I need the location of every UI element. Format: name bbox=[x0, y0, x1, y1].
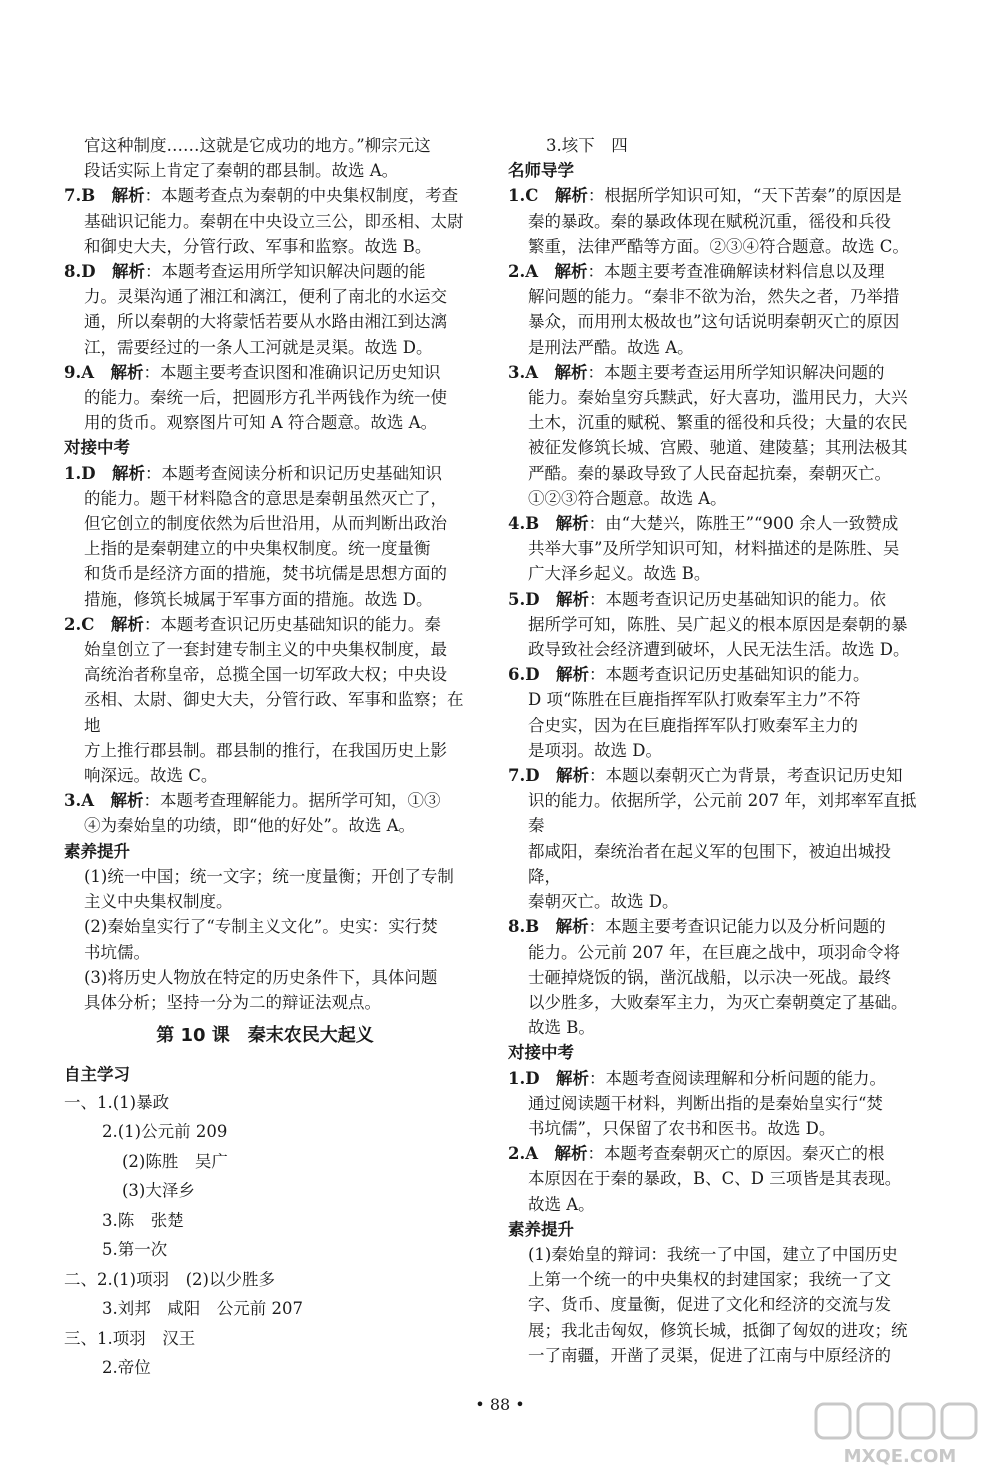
text-line: 书坑儒。 bbox=[84, 942, 150, 962]
analysis-text: ：本题主要考查准确解读材料信息以及理 bbox=[587, 262, 885, 282]
analysis-line: 共举大事”及所学知识可知，材料描述的是陈胜、吴 bbox=[528, 539, 900, 559]
analysis-label: 解析 bbox=[110, 614, 144, 634]
answer-line: 3.陈 张楚 bbox=[102, 1210, 184, 1230]
answer-line: (2)陈胜 吴广 bbox=[122, 1151, 228, 1171]
analysis-line: 是项羽。故选 D。 bbox=[528, 740, 662, 760]
section-heading: 对接中考 bbox=[508, 1043, 574, 1063]
analysis-line: 方上推行郡县制。郡县制的推行，在我国历史上影 bbox=[84, 740, 447, 760]
answer-item bbox=[508, 587, 918, 612]
text-line: 官这种制度……这就是它成功的地方。”柳宗元这 bbox=[84, 136, 431, 155]
answer-number: 1.D bbox=[508, 1068, 540, 1088]
analysis-line: 丞相、太尉、御史大夫，分管行政、军事和监察；在地 bbox=[84, 690, 464, 735]
analysis-line: 始皇创立了一套封建专制主义的中央集权制度，最 bbox=[84, 640, 447, 660]
analysis-line: ④为秦始皇的功绩，即“他的好处”。故选 A。 bbox=[84, 816, 416, 836]
analysis-label: 解析 bbox=[112, 262, 146, 282]
answer-number: 1.D bbox=[64, 463, 96, 483]
analysis-label: 解析 bbox=[555, 514, 589, 534]
analysis-line: 广大泽乡起义。故选 B。 bbox=[528, 564, 711, 584]
analysis-line: 政导致社会经济遭到破坏，人民无法生活。故选 D。 bbox=[528, 640, 910, 660]
answer-number: 8.D bbox=[64, 262, 96, 282]
answer-number: 2.C bbox=[64, 614, 95, 634]
analysis-line: 的能力。题干材料隐含的意思是秦朝虽然灭亡了， bbox=[84, 488, 447, 508]
answer-line: 3.刘邦 咸阳 公元前 207 bbox=[102, 1299, 303, 1319]
analysis-line: 通，所以秦朝的大将蒙恬若要从水路由湘江到达漓 bbox=[84, 312, 447, 332]
text-line: 展；我北击匈奴，修筑长城，抵御了匈奴的进攻；统 bbox=[528, 1320, 908, 1340]
analysis-label: 解析 bbox=[554, 1144, 588, 1164]
analysis-line: 上指的是秦朝建立的中央集权制度。统一度量衡 bbox=[84, 539, 431, 559]
analysis-line: 本原因在于秦的暴政，B、C、D 三项皆是其表现。 bbox=[528, 1169, 902, 1189]
answer-number: 2.A bbox=[508, 262, 539, 282]
left-column bbox=[64, 133, 466, 1383]
analysis-line: 江，需要经过的一条人工河就是灵渠。故选 D。 bbox=[84, 337, 433, 357]
answer-line: 2.帝位 bbox=[102, 1358, 151, 1378]
answer-number: 2.A bbox=[508, 1144, 539, 1164]
analysis-text: ：本题考查阅读分析和识记历史基础知识 bbox=[145, 463, 443, 483]
watermark-text: MXQE.COM bbox=[843, 1446, 957, 1467]
analysis-label: 解析 bbox=[554, 262, 588, 282]
analysis-line: 故选 B。 bbox=[528, 1018, 595, 1038]
answer-item bbox=[508, 183, 918, 208]
text-line: (2)秦始皇实行了“专制主义文化”。史实：实行焚 bbox=[84, 917, 438, 937]
analysis-line: 的能力。秦统一后，把圆形方孔半两钱作为统一使 bbox=[84, 388, 447, 408]
section-heading: 自主学习 bbox=[64, 1065, 130, 1085]
analysis-line: 繁重，法律严酷等方面。②③④符合题意。故选 C。 bbox=[528, 236, 909, 256]
analysis-line: 识的能力。依据所学，公元前 207 年，刘邦率军直抵秦 bbox=[528, 791, 917, 836]
answer-number: 1.C bbox=[508, 186, 539, 206]
answer-number: 7.D bbox=[508, 766, 540, 786]
analysis-text: ：本题考查理解能力。据所学可知，①③ bbox=[143, 791, 441, 811]
answer-item bbox=[508, 511, 918, 536]
analysis-line: 能力。秦始皇穷兵黩武，好大喜功，滥用民力，大兴 bbox=[528, 388, 908, 408]
text-line: 上第一个统一的中央集权的封建国家；我统一了文 bbox=[528, 1270, 891, 1290]
analysis-label: 解析 bbox=[554, 362, 588, 382]
answer-number: 7.B bbox=[64, 186, 96, 206]
analysis-line: 力。灵渠沟通了湘江和漓江，便利了南北的水运交 bbox=[84, 287, 447, 307]
answer-number: 5.D bbox=[508, 589, 540, 609]
analysis-label: 解析 bbox=[110, 362, 144, 382]
answer-number: 8.B bbox=[508, 917, 540, 937]
analysis-text: ：本题考查识记历史基础知识的能力。秦 bbox=[143, 614, 441, 634]
answer-item bbox=[508, 914, 918, 939]
answer-number: 6.D bbox=[508, 665, 540, 685]
text-line: 具体分析；坚持一分为二的辩证法观点。 bbox=[84, 992, 381, 1012]
analysis-label: 解析 bbox=[555, 917, 589, 937]
analysis-line: 暴众，而用刑太极故也”这句话说明秦朝灭亡的原因 bbox=[528, 312, 900, 332]
analysis-line: 土木，沉重的赋税、繁重的徭役和兵役；大量的农民 bbox=[528, 413, 908, 433]
analysis-line: 严酷。秦的暴政导致了人民奋起抗秦，秦朝灭亡。 bbox=[528, 463, 891, 483]
section-heading: 素养提升 bbox=[508, 1219, 574, 1239]
analysis-line: 高统治者称皇帝，总揽全国一切军政大权；中央设 bbox=[84, 665, 447, 685]
text-line: (1)统一中国；统一文字；统一度量衡；开创了专制 bbox=[84, 866, 454, 886]
analysis-text: ：根据所学知识可知，“天下苦秦”的原因是 bbox=[587, 186, 902, 206]
analysis-line: 据所学可知，陈胜、吴广起义的根本原因是秦朝的暴 bbox=[528, 614, 908, 634]
watermark-icon bbox=[810, 1400, 990, 1468]
analysis-line: 都咸阳，秦统治者在起义军的包围下，被迫出城投降， bbox=[528, 841, 891, 886]
section-heading: 名师导学 bbox=[508, 161, 574, 181]
analysis-text: ：本题考查秦朝灭亡的原因。秦灭亡的根 bbox=[587, 1144, 885, 1164]
answer-line: (3)大泽乡 bbox=[122, 1181, 195, 1201]
right-column bbox=[508, 133, 918, 1368]
analysis-line: 以少胜多，大败秦军主力，为灭亡秦朝奠定了基础。 bbox=[528, 992, 908, 1012]
analysis-label: 解析 bbox=[556, 589, 590, 609]
analysis-text: ：本题主要考查识图和准确识记历史知识 bbox=[143, 362, 441, 382]
text-line: 主义中央集权制度。 bbox=[84, 892, 233, 912]
analysis-line: 用的货币。观察图片可知 A 符合题意。故选 A。 bbox=[84, 413, 438, 433]
analysis-line: 和货币是经济方面的措施，焚书坑儒是思想方面的 bbox=[84, 564, 447, 584]
section-heading: 素养提升 bbox=[64, 841, 130, 861]
answer-line: 5.第一次 bbox=[102, 1240, 168, 1260]
lesson-title: 第 10 课 秦末农民大起义 bbox=[156, 1025, 374, 1047]
answer-item bbox=[64, 612, 466, 637]
analysis-label: 解析 bbox=[112, 463, 146, 483]
analysis-line: 和御史大夫，分管行政、军事和监察。故选 B。 bbox=[84, 236, 432, 256]
answer-item bbox=[508, 763, 918, 788]
answer-number: 9.A bbox=[64, 362, 95, 382]
answer-item bbox=[508, 1066, 918, 1091]
analysis-line: D 项“陈胜在巨鹿指挥军队打败秦军主力”不符 bbox=[528, 690, 861, 710]
analysis-label: 解析 bbox=[110, 791, 144, 811]
analysis-line: 秦的暴政。秦的暴政体现在赋税沉重，徭役和兵役 bbox=[528, 211, 891, 231]
analysis-label: 解析 bbox=[554, 186, 588, 206]
analysis-line: 基础识记能力。秦朝在中央设立三公，即丞相、太尉 bbox=[84, 211, 464, 231]
analysis-text: ：本题考查点为秦朝的中央集权制度，考查 bbox=[144, 186, 459, 206]
answer-line: 3.垓下 四 bbox=[546, 136, 628, 155]
analysis-label: 解析 bbox=[556, 766, 590, 786]
analysis-line: 但它创立的制度依然为后世沿用，从而判断出政治 bbox=[84, 514, 447, 534]
text-line: 一了南疆，开凿了灵渠，促进了江南与中原经济的 bbox=[528, 1345, 891, 1365]
analysis-line: 被征发修筑长城、宫殿、驰道、建陵墓；其刑法极其 bbox=[528, 438, 908, 458]
answer-item bbox=[508, 360, 918, 385]
analysis-text: ：本题主要考查运用所学知识解决问题的 bbox=[587, 362, 885, 382]
answer-item bbox=[508, 662, 918, 687]
analysis-text: ：本题主要考查识记能力以及分析问题的 bbox=[588, 917, 886, 937]
analysis-text: ：本题考查阅读理解和分析问题的能力。 bbox=[589, 1068, 887, 1088]
analysis-line: 秦朝灭亡。故选 D。 bbox=[528, 892, 679, 912]
analysis-line: 响深远。故选 C。 bbox=[84, 766, 218, 786]
analysis-line: 解问题的能力。“秦非不欲为治，然失之者，乃举措 bbox=[528, 287, 900, 307]
analysis-line: 故选 A。 bbox=[528, 1194, 595, 1214]
text-line: (1)秦始皇的辩词：我统一了中国，建立了中国历史 bbox=[528, 1244, 898, 1264]
answer-number: 3.A bbox=[64, 791, 95, 811]
answer-line: 2.(1)公元前 209 bbox=[102, 1122, 228, 1142]
analysis-label: 解析 bbox=[556, 665, 590, 685]
answer-line: 一、1.(1)暴政 bbox=[64, 1092, 170, 1112]
answer-item bbox=[64, 461, 466, 486]
answer-number: 3.A bbox=[508, 362, 539, 382]
analysis-line: ①②③符合题意。故选 A。 bbox=[528, 488, 727, 508]
analysis-text: ：本题以秦朝灭亡为背景，考查识记历史知 bbox=[589, 766, 903, 786]
analysis-line: 通过阅读题干材料，判断出指的是秦始皇实行“焚 bbox=[528, 1093, 883, 1113]
analysis-text: ：本题考查运用所学知识解决问题的能 bbox=[145, 262, 426, 282]
text-line: (3)将历史人物放在特定的历史条件下，具体问题 bbox=[84, 967, 438, 987]
answer-item bbox=[508, 259, 918, 284]
text-line: 段话实际上肯定了秦朝的郡县制。故选 A。 bbox=[84, 161, 399, 181]
analysis-label: 解析 bbox=[111, 186, 145, 206]
answer-number: 4.B bbox=[508, 514, 540, 534]
text-line: 字、货币、度量衡，促进了文化和经济的交流与发 bbox=[528, 1295, 891, 1315]
analysis-text: ：本题考查识记历史基础知识的能力。依 bbox=[589, 589, 887, 609]
analysis-label: 解析 bbox=[556, 1068, 590, 1088]
analysis-line: 能力。公元前 207 年，在巨鹿之战中，项羽命令将 bbox=[528, 942, 900, 962]
answer-item bbox=[64, 788, 466, 813]
answer-item bbox=[64, 259, 466, 284]
analysis-text: ：本题考查识记历史基础知识的能力。 bbox=[589, 665, 870, 685]
analysis-text: ：由“大楚兴，陈胜王”“900 余人一致赞成 bbox=[588, 514, 899, 534]
page-number: • 88 • bbox=[475, 1395, 525, 1414]
answer-line: 二、2.(1)项羽 (2)以少胜多 bbox=[64, 1269, 275, 1289]
analysis-line: 是刑法严酷。故选 A。 bbox=[528, 337, 694, 357]
answer-item bbox=[508, 1141, 918, 1166]
analysis-line: 措施，修筑长城属于军事方面的措施。故选 D。 bbox=[84, 589, 433, 609]
answer-item bbox=[64, 360, 466, 385]
watermark-logo bbox=[810, 1400, 990, 1468]
answer-item bbox=[64, 183, 466, 208]
section-heading: 对接中考 bbox=[64, 438, 130, 458]
answer-line: 三、1.项羽 汉王 bbox=[64, 1328, 196, 1348]
analysis-line: 书坑儒”，只保留了农书和医书。故选 D。 bbox=[528, 1118, 836, 1138]
analysis-line: 士砸掉烧饭的锅，凿沉战船，以示决一死战。最终 bbox=[528, 967, 891, 987]
analysis-line: 合史实，因为在巨鹿指挥军队打败秦军主力的 bbox=[528, 715, 858, 735]
